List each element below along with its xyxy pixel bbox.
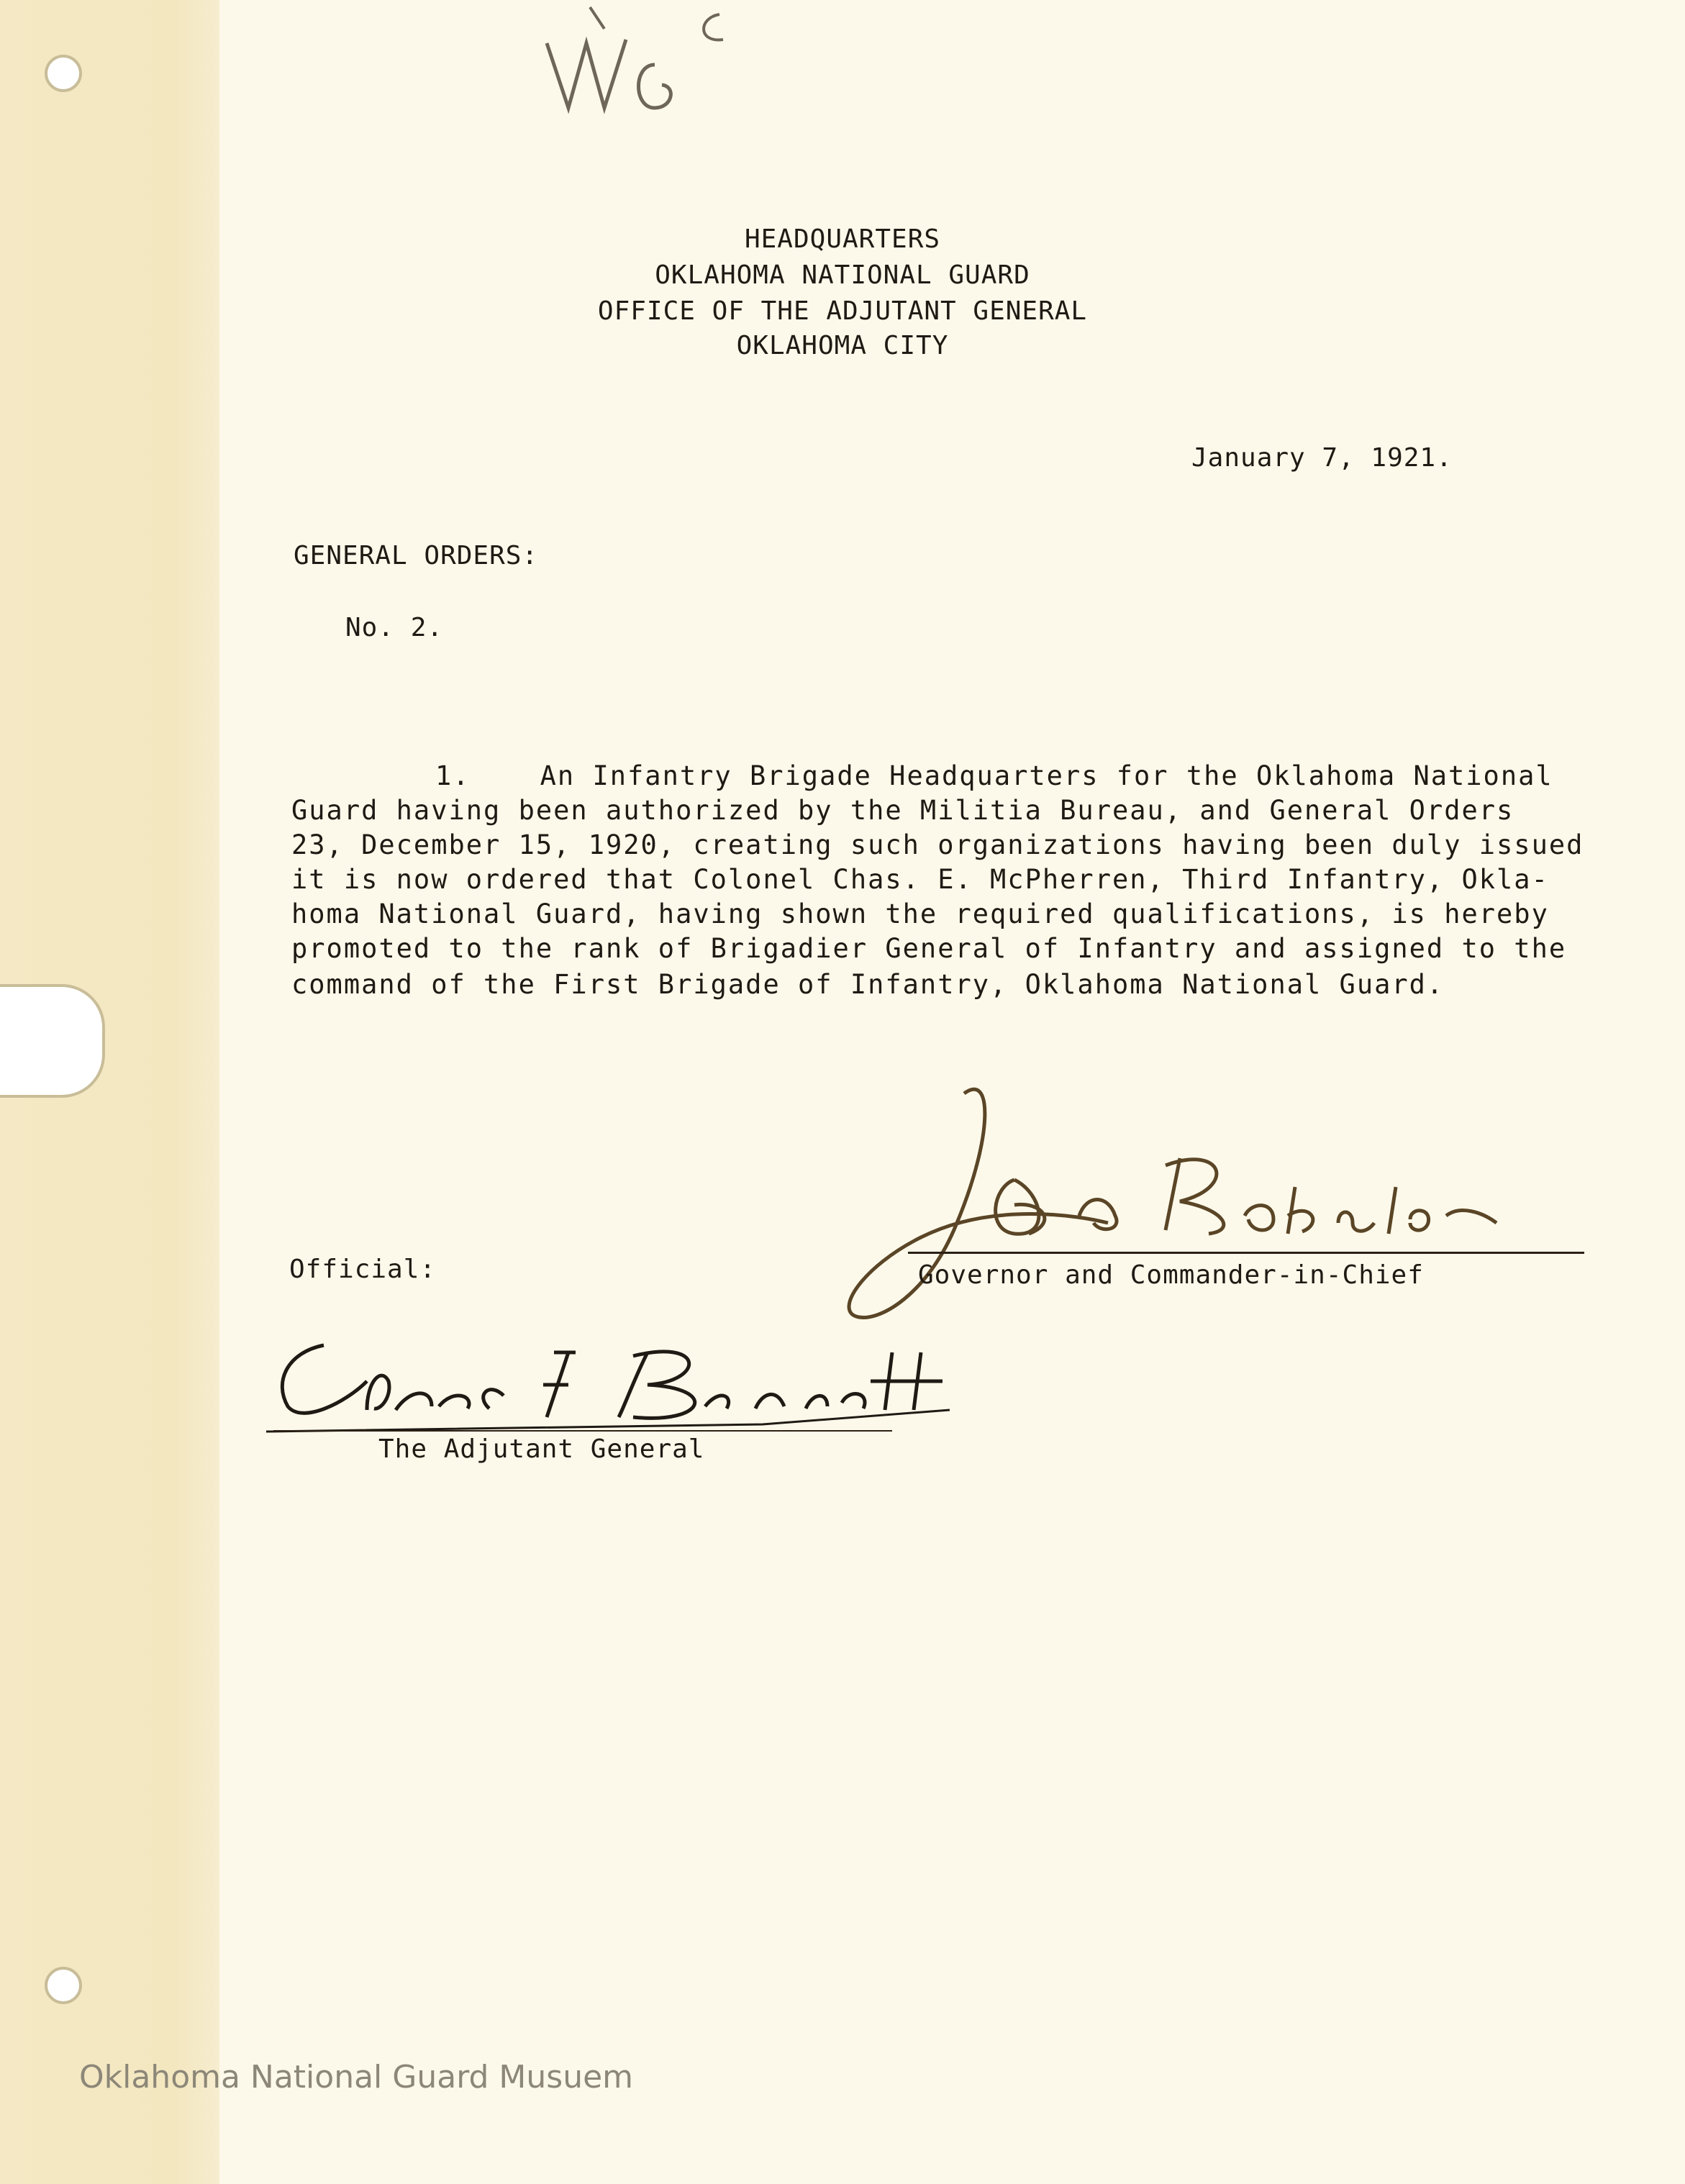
document-date: January 7, 1921. xyxy=(1191,443,1453,473)
paragraph-line: it is now ordered that Colonel Chas. E. McPherren, Third Infantry, Okla- xyxy=(291,864,1549,895)
handwritten-corner-note xyxy=(518,0,878,122)
paragraph-line: homa National Guard, having shown the required qualifications, is hereby xyxy=(291,898,1549,929)
museum-watermark: Oklahoma National Guard Musuem xyxy=(79,2059,634,2096)
header-line-1: HEADQUARTERS xyxy=(744,224,941,254)
binder-tab-notch xyxy=(0,984,105,1098)
orders-title: GENERAL ORDERS: xyxy=(294,541,539,570)
adjutant-signature xyxy=(259,1324,964,1439)
punch-hole-bottom xyxy=(45,1967,82,2004)
header-line-2: OKLAHOMA NATIONAL GUARD xyxy=(655,260,1030,290)
paragraph-line: 23, December 15, 1920, creating such organizations having been duly issued xyxy=(291,829,1584,860)
header-line-3: OFFICE OF THE ADJUTANT GENERAL xyxy=(597,296,1088,326)
governor-signature-rule xyxy=(908,1252,1584,1254)
official-label: Official: xyxy=(289,1255,437,1284)
orders-number: No. 2. xyxy=(345,613,444,642)
punch-hole-top xyxy=(45,55,82,92)
paragraph-line: promoted to the rank of Brigadier General of Infantry and assigned to the xyxy=(291,933,1567,964)
governor-signature xyxy=(777,1079,1626,1352)
paragraph-line: 1. An Infantry Brigade Headquarters for the Oklahoma National xyxy=(435,760,1553,791)
header-line-4: OKLAHOMA CITY xyxy=(736,331,949,360)
paragraph-line: command of the First Brigade of Infantry, Oklahoma National Guard. xyxy=(291,969,1445,1000)
governor-title: Governor and Commander-in-Chief xyxy=(918,1260,1424,1290)
paragraph-line: Guard having been authorized by the Militia Bureau, and General Orders xyxy=(291,795,1514,826)
adjutant-title: The Adjutant General xyxy=(378,1434,705,1464)
